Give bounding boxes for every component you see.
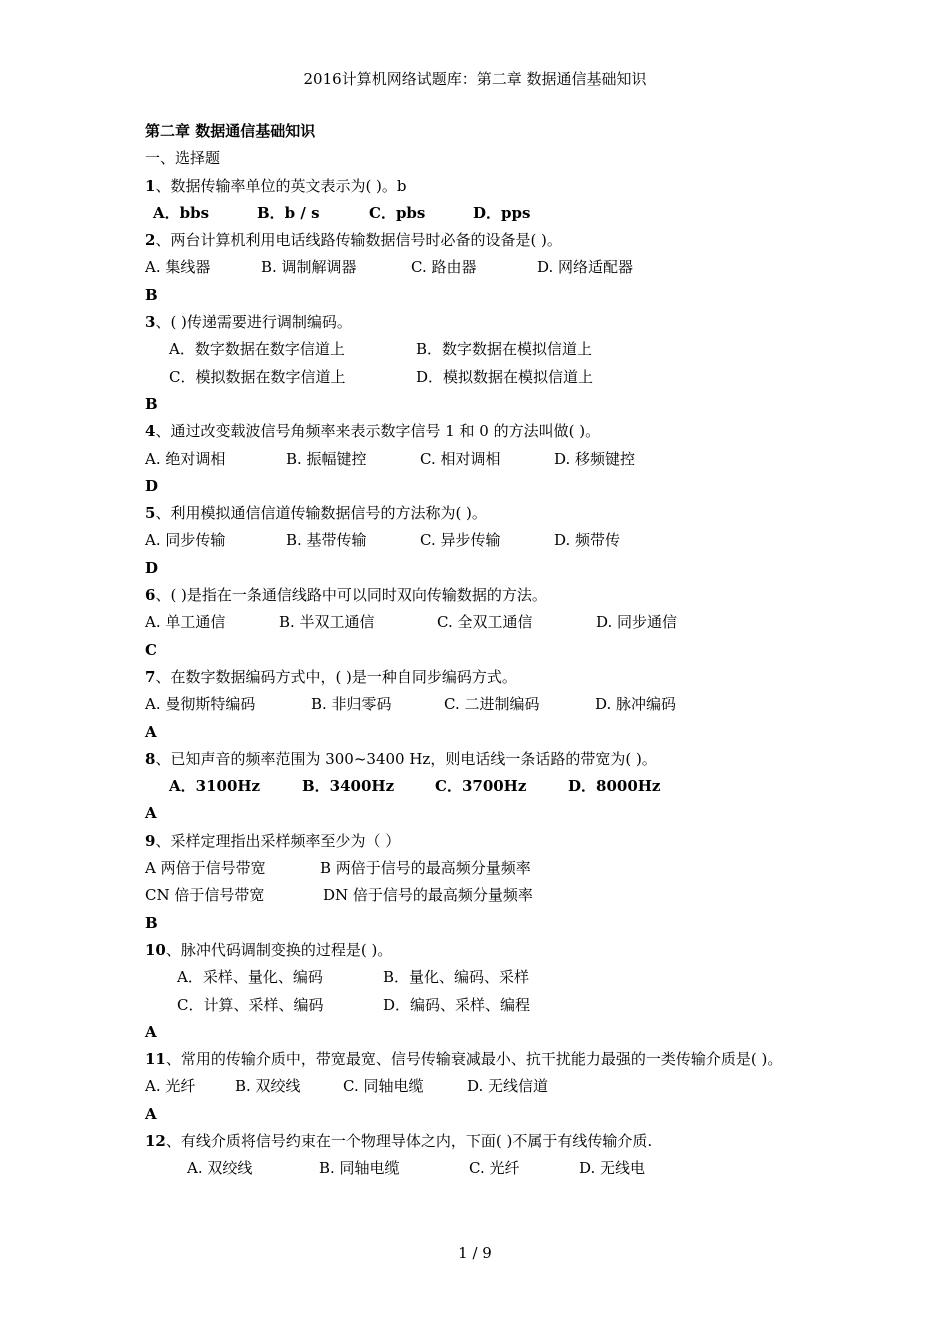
option-b: B 两倍于信号的最高频分量频率 bbox=[320, 859, 531, 878]
option-b: B. 基带传输 bbox=[286, 531, 367, 550]
option-c: C. 同轴电缆 bbox=[343, 1077, 424, 1096]
answer-9: B bbox=[145, 913, 158, 932]
question-number: 12 bbox=[145, 1131, 166, 1150]
section-title: 一、选择题 bbox=[145, 149, 221, 168]
answer-3: B bbox=[145, 394, 158, 413]
question-1 bbox=[145, 173, 845, 200]
option-b: B．3400Hz bbox=[302, 777, 395, 796]
options-1 bbox=[145, 200, 845, 227]
options-2 bbox=[145, 254, 845, 281]
option-a: A 两倍于信号带宽 bbox=[145, 859, 266, 878]
option-b: B. 半双工通信 bbox=[279, 613, 375, 632]
question-5 bbox=[145, 500, 845, 527]
option-a: A. 集线器 bbox=[145, 258, 211, 277]
option-d: D. 移频键控 bbox=[554, 449, 636, 468]
question-number: 8 bbox=[145, 749, 156, 768]
question-4 bbox=[145, 418, 845, 445]
question-text: 、两台计算机利用电话线路传输数据信号时必备的设备是( )。 bbox=[155, 231, 562, 250]
option-a: A. 曼彻斯特编码 bbox=[145, 695, 256, 714]
page-header: 2016计算机网络试题库：第二章 数据通信基础知识 bbox=[303, 70, 647, 88]
answer-6: C bbox=[145, 640, 157, 659]
option-d: D．8000Hz bbox=[568, 777, 661, 796]
option-c: C．3700Hz bbox=[435, 777, 527, 796]
option-b: B．数字数据在模拟信道上 bbox=[416, 340, 593, 359]
option-d: D．编码、采样、编程 bbox=[383, 995, 531, 1014]
option-c: C. 全双工通信 bbox=[437, 613, 533, 632]
options-6 bbox=[145, 609, 845, 636]
question-text: 、已知声音的频率范围为 300~3400 Hz，则电话线一条话路的带宽为( )。 bbox=[155, 749, 657, 768]
option-b: B. 非归零码 bbox=[311, 695, 392, 714]
question-number: 1 bbox=[145, 176, 156, 195]
option-a: A．采样、量化、编码 bbox=[177, 968, 323, 987]
question-text: 、利用模拟通信信道传输数据信号的方法称为( )。 bbox=[155, 504, 487, 523]
question-text: 、数据传输率单位的英文表示为( )。b bbox=[155, 176, 407, 195]
question-12 bbox=[145, 1128, 845, 1155]
option-c: C. 异步传输 bbox=[420, 531, 501, 550]
answer-2: B bbox=[145, 285, 158, 304]
options-4 bbox=[145, 446, 845, 473]
question-text: 、有线介质将信号约束在一个物理导体之内，下面( )不属于有线传输介质. bbox=[165, 1131, 653, 1150]
answer-4: D bbox=[145, 476, 159, 495]
answer-5: D bbox=[145, 558, 159, 577]
question-9 bbox=[145, 828, 845, 855]
option-a: A．bbs bbox=[153, 203, 210, 222]
question-text: 、脉冲代码调制变换的过程是( )。 bbox=[165, 940, 393, 959]
option-a: A. 同步传输 bbox=[145, 531, 226, 550]
options-12 bbox=[145, 1155, 845, 1182]
option-c: C. 路由器 bbox=[411, 258, 477, 277]
options-10a bbox=[145, 964, 845, 991]
page-number: 1 / 9 bbox=[458, 1244, 492, 1262]
option-d: D．模拟数据在模拟信道上 bbox=[416, 367, 594, 386]
option-a: A．3100Hz bbox=[169, 777, 261, 796]
options-11 bbox=[145, 1073, 845, 1100]
option-b: B. 调制解调器 bbox=[261, 258, 357, 277]
question-number: 10 bbox=[145, 940, 166, 959]
option-d: D．pps bbox=[473, 203, 531, 222]
question-3 bbox=[145, 309, 845, 336]
options-3b bbox=[145, 364, 845, 391]
option-d: D. 网络适配器 bbox=[537, 258, 634, 277]
option-c: C. 二进制编码 bbox=[444, 695, 540, 714]
question-2 bbox=[145, 227, 845, 254]
option-b: B．b / s bbox=[257, 203, 320, 222]
options-10b bbox=[145, 992, 845, 1019]
option-c: CN 倍于信号带宽 bbox=[145, 886, 265, 905]
question-text: 、( )是指在一条通信线路中可以同时双向传输数据的方法。 bbox=[155, 586, 547, 605]
question-text: 、常用的传输介质中，带宽最宽、信号传输衰减最小、抗干扰能力最强的一类传输介质是( )。 bbox=[165, 1050, 783, 1069]
option-d: D. 脉冲编码 bbox=[595, 695, 677, 714]
option-d: DN 倍于信号的最高频分量频率 bbox=[323, 886, 533, 905]
question-number: 7 bbox=[145, 667, 156, 686]
question-8 bbox=[145, 746, 845, 773]
question-11 bbox=[145, 1046, 813, 1073]
options-8 bbox=[145, 773, 845, 800]
question-number: 5 bbox=[145, 504, 156, 523]
answer-7: A bbox=[145, 722, 157, 741]
options-9a bbox=[145, 855, 845, 882]
question-text: 、在数字数据编码方式中，( )是一种自同步编码方式。 bbox=[155, 667, 517, 686]
option-d: D. 同步通信 bbox=[596, 613, 678, 632]
option-d: D. 无线电 bbox=[579, 1159, 646, 1178]
question-text: 、采样定理指出采样频率至少为（ ） bbox=[155, 831, 401, 850]
question-text: 、( )传递需要进行调制编码。 bbox=[155, 313, 352, 332]
option-d: D. 无线信道 bbox=[467, 1077, 549, 1096]
chapter-title: 第二章 数据通信基础知识 bbox=[145, 122, 316, 140]
option-d: D. 频带传 bbox=[554, 531, 621, 550]
option-b: B. 振幅键控 bbox=[286, 449, 367, 468]
answer-10: A bbox=[145, 1022, 157, 1041]
option-c: C．pbs bbox=[369, 203, 426, 222]
answer-11: A bbox=[145, 1104, 157, 1123]
option-b: B. 同轴电缆 bbox=[319, 1159, 400, 1178]
question-number: 3 bbox=[145, 313, 156, 332]
question-text: 、通过改变载波信号角频率来表示数字信号 1 和 0 的方法叫做( )。 bbox=[155, 422, 601, 441]
option-c: C. 光纤 bbox=[469, 1159, 520, 1178]
question-number: 4 bbox=[145, 422, 156, 441]
question-number: 11 bbox=[145, 1050, 166, 1069]
option-c: C．计算、采样、编码 bbox=[177, 995, 324, 1014]
option-a: A．数字数据在数字信道上 bbox=[169, 340, 345, 359]
option-a: A. 绝对调相 bbox=[145, 449, 226, 468]
option-a: A. 光纤 bbox=[145, 1077, 196, 1096]
option-c: C．模拟数据在数字信道上 bbox=[169, 367, 346, 386]
option-c: C. 相对调相 bbox=[420, 449, 501, 468]
question-number: 9 bbox=[145, 831, 156, 850]
question-7 bbox=[145, 664, 845, 691]
options-3a bbox=[145, 336, 845, 363]
option-a: A. 双绞线 bbox=[187, 1159, 253, 1178]
options-9b bbox=[145, 882, 845, 909]
option-a: A. 单工通信 bbox=[145, 613, 226, 632]
answer-8: A bbox=[145, 804, 157, 823]
document-body bbox=[145, 118, 845, 1183]
option-b: B．量化、编码、采样 bbox=[383, 968, 530, 987]
options-7 bbox=[145, 691, 845, 718]
question-6 bbox=[145, 582, 845, 609]
option-b: B. 双绞线 bbox=[235, 1077, 301, 1096]
question-number: 6 bbox=[145, 586, 156, 605]
question-number: 2 bbox=[145, 231, 156, 250]
question-10 bbox=[145, 937, 845, 964]
options-5 bbox=[145, 527, 845, 554]
